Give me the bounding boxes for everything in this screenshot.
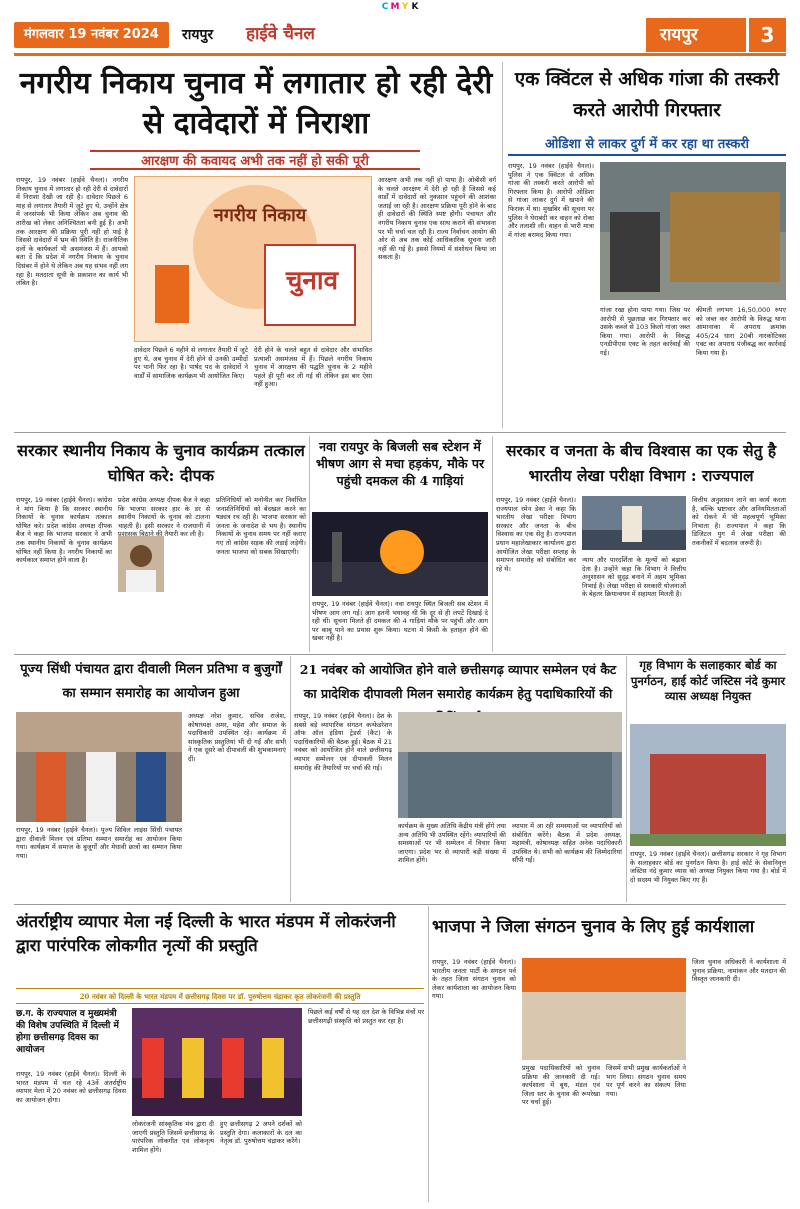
article-6-col2: अध्यक्ष नरेश कुमार, सचिव राजेश, कोषाध्यक्ष अमर, महेश और समाज के पदाधिकारी उपस्थित रहे। कार्यक्रम में सांस्कृतिक प्रस्तुतियां भी दी गईं और सभी ने एक दूसरे को दीपावली की शुभकामनाएं दीं।	[188, 712, 286, 763]
cait-meeting-photo	[398, 712, 622, 818]
article-2-kicker: ओडिशा से लाकर दुर्ग में कर रहा था तस्करी	[508, 134, 786, 156]
article-2-headline: एक क्विंटल से अधिक गांजा की तस्करी करते आरोपी गिरफ्तार	[514, 69, 780, 121]
article-1-col2: दावेदार पिछले 6 महीने से लगातार तैयारी में जुटे हुए थे, अब चुनाव में देरी होने से उनकी उम्मीदों पर पानी फिर रहा है। पार्षद पद के दावेदारों ने वार्डों में सामाजिक कार्यक्रम भी आयोजित किए।	[134, 346, 248, 380]
article-4-headline: नवा रायपुर के बिजली सब स्टेशन में भीषण आग से मचा हड़कंप, मौके पर पहुंची दमकल की 4 गाड़ियां	[315, 439, 485, 488]
stage-banner	[522, 958, 686, 992]
audience	[522, 992, 686, 1060]
issue-date: मंगलवार 19 नवंबर 2024	[14, 22, 169, 48]
fire-photo-art	[312, 512, 488, 596]
seized-ganja-photo	[600, 162, 786, 300]
person-3	[136, 752, 166, 822]
marker-m: M	[390, 2, 400, 12]
article-1-kicker: आरक्षण की कवायद अभी तक नहीं हो सकी पूरी	[90, 150, 420, 170]
article-3-col2: प्रदेश कांग्रेस अध्यक्ष दीपक बैज ने कहा कि भाजपा सरकार हार के डर से स्थानीय निकायों के चुनाव को टालना चाहती है। इसी सरकार ने राजधानी में प्रशासक बिठाने की तैयारी कर ली है।	[118, 496, 210, 539]
person	[622, 506, 642, 542]
fire-photo	[312, 512, 488, 596]
article-9-col4: पिछले कई वर्षों से यह दल देश के विभिन्न मंचों पर छत्तीसगढ़ी संस्कृति को प्रस्तुत कर रहा है।	[308, 1008, 424, 1025]
article-9-kicker: 20 नवंबर को दिल्ली के भारत मंडपम में छत्तीसगढ़ दिवस पर डॉ. पुरुषोत्तम चंद्राकर कृत लोकरंजनी की प्रस्तुति	[16, 988, 424, 1004]
article-6-col1: रायपुर, 19 नवंबर (हाईवे चैनल)। पूज्य सिविल लाइंस सिंधी पंचायत द्वारा दीवाली मिलन एवं प्रतिभा सम्मान समारोह का आयोजन किया गया। कार्यक्रम में समाज के बुजुर्गों और मेधावी छात्रों का सम्मान किया गया।	[16, 826, 182, 860]
article-2-col2: गांजा रखा होना पाया गया। जिस पर आरोपी से पूछताछ कर गिरफ्तार कर उसके कब्जे से 103 किलो गांजा जब्त किया गया। आरोपी के विरुद्ध एनडीपीएस एक्ट के तहत कार्रवाई की गई।	[600, 306, 690, 357]
column-divider	[309, 436, 310, 652]
article-9-col3: हुए छत्तीसगढ़ 2 अपने दर्शकों को प्रस्तुति देगा। कलाकारों के दल का नेतृत्व डॉ. पुरुषोत्तम चंद्राकर करेंगे।	[220, 1120, 302, 1146]
article-5-col3: वित्तीय अनुशासन लाने का कार्य करता है, बल्कि भ्रष्टाचार और अनियमितताओं को रोकने में भी महत्वपूर्ण भूमिका निभाता है। राज्यपाल ने कहा कि डिजिटल युग में लेखा परीक्षा की तकनीकों में बदलाव जरूरी है।	[692, 496, 786, 547]
bjp-workshop-photo-art	[522, 958, 686, 1060]
article-9-col1: रायपुर, 19 नवंबर (हाईवे चैनल)। दिल्ली के भारत मंडपम में चल रहे 43वें अंतर्राष्ट्रीय व्यापार मेला में 20 नवंबर को छत्तीसगढ़ दिवस का आयोजन होगा।	[16, 1070, 126, 1104]
hand-shape	[155, 265, 189, 323]
section-name: रायपुर	[660, 25, 698, 45]
article-3-headline: सरकार स्थानीय निकाय के चुनाव कार्यक्रम तत्काल घोषित करे: दीपक	[17, 441, 305, 485]
article-5-col1: रायपुर, 19 नवंबर (हाईवे चैनल)। राज्यपाल रमेन डेका ने कहा कि भारतीय लेखा परीक्षा विभाग सरकार और जनता के बीच विश्वास का एक सेतु है। राज्यपाल प्रधान महालेखाकार कार्यालय द्वारा आयोजित लेखा परीक्षा सप्ताह के समापन समारोह को संबोधित कर रहे थे।	[496, 496, 576, 573]
column-divider	[428, 906, 429, 1202]
person-figure	[610, 212, 660, 292]
governor-event-photo-art	[582, 496, 686, 550]
marker-c: C	[381, 2, 389, 12]
article-7-col3: व्यापार में आ रही समस्याओं पर व्यापारियों को संबोधित करेंगे। बैठक में प्रदेश अध्यक्ष, महामंत्री, कोषाध्यक्ष सहित अनेक पदाधिकारी उपस्थित थे। सभी को कार्यक्रम की जिम्मेदारियां सौंपी गईं।	[512, 822, 622, 865]
seized-ganja-photo-art	[600, 162, 786, 300]
lokranjani-troupe-photo-art	[132, 1008, 302, 1116]
article-7-headline: 21 नवंबर को आयोजित होने वाले छत्तीसगढ़ व्यापार सम्मेलन एवं कैट का प्रादेशिक दीपावली मिलन समारोह कार्यक्रम हेतु पदाधिकारियों की	[299, 662, 617, 701]
dancer-4	[262, 1038, 284, 1098]
lokranjani-troupe-photo	[132, 1008, 302, 1116]
section-divider	[14, 904, 786, 905]
article-9-headline: अंतर्राष्ट्रीय व्यापार मेला नई दिल्ली के भारत मंडपम में लोकरंजनी द्वारा पारंपरिक लोकगीत नृत्यों की प्रस्तुति	[16, 912, 396, 955]
justice-vyas-photo	[630, 724, 786, 846]
dancer-3	[222, 1038, 244, 1098]
article-4-body: रायपुर, 19 नवंबर (हाईवे चैनल)। नवा रायपुर स्थित बिजली सब स्टेशन में भीषण आग लग गई। आग इतनी भयावह थी कि दूर से ही लपटें दिखाई दे रही थीं। सूचना मिलते ही दमकल की 4 गाड़ियां मौके पर पहुंचीं और आग पर काबू पाने का प्रयास शुरू किया। घटना में किसी के हताहत होने की खबर नहीं है।	[312, 600, 488, 643]
article-2-col3: कीमती लगभग 16,50,000 रुपए को जब्त कर आरोपी के विरुद्ध थाना आमानाका में अपराध क्रमांक 405/24 धारा 20बी नारकोटिक्स एक्ट का अपराध पंजीबद्ध कर कार्रवाई किया गया है।	[696, 306, 786, 357]
article-10-col3: जिसमें सभी प्रमुख कार्यकर्ताओं ने भाग लिया। संगठन चुनाव समय पर पूर्ण करने का संकल्प लिया गया।	[606, 1064, 686, 1098]
article-10-headline: भाजपा ने जिला संगठन चुनाव के लिए हुई कार्यशाला	[432, 917, 755, 937]
justice-vyas-photo-art	[630, 724, 786, 846]
banner	[16, 712, 182, 752]
article-1-col1: रायपुर, 19 नवंबर (हाईवे चैनल)। नगरीय निकाय चुनाव में लगातार हो रही देरी से दावेदारों में निराशा देखी जा रही है। दावेदार पिछले 6 माह से लगातार तैयारी में जुटे हुए थे, उन्होंने क्षेत्र में जनसंपर्क भी किया लेकिन अब चुनाव की तारीख को लेकर अनिश्चितता बनी हुई है। अभी तक आरक्षण की प्रक्रिया पूरी नहीं हो पाई है जिससे दावेदारों में भ्रम की स्थिति है। राजनीतिक दलों के कार्यकर्ता भी असमंजस में हैं। आपको बता दें कि प्रदेश में नगरीय निकाय के चुनाव दिसंबर में होने थे लेकिन अब यह संभव नहीं लग रहा है। मतदाता सूची के प्रकाशन का कार्य भी लंबित है।	[16, 176, 128, 288]
article-10-col2: प्रमुख पदाधिकारियों को चुनाव प्रक्रिया की जानकारी दी गई। कार्यशाला में बूथ, मंडल एवं जिला स्तर के चुनाव की रूपरेखा पर चर्चा हुई।	[522, 1064, 600, 1107]
article-8-headline: गृह विभाग के सलाहकार बोर्ड का पुनर्गठन, हाई कोर्ट जस्टिस नंदे कुमार व्यास अध्यक्ष नियुक्त	[630, 658, 786, 703]
marker-y: Y	[401, 2, 409, 12]
article-7-col2: कार्यक्रम के मुख्य अतिथि केंद्रीय मंत्री होंगे तथा अन्य अतिथि भी उपस्थित रहेंगे। व्यापारियों की समस्याओं पर भी सम्मेलन में विचार किया जाएगा। प्रदेश भर से व्यापारी बड़ी संख्या में शामिल होंगे।	[398, 822, 506, 865]
article-1-col3: देरी होने के चलते बहुत से दावेदार और संभावित प्रत्याशी असमंजस में हैं। पिछले नगरीय निकाय चुनाव में आरक्षण की पद्धति चुनाव के 2 महीने पहले ही पूरी कर ली गई थी लेकिन इस बार ऐसा नहीं हुआ।	[254, 346, 372, 389]
article-1-headline: नगरीय निकाय चुनाव में लगातार हो रही देरी से दावेदारों में निराशा	[19, 66, 493, 141]
section-label	[646, 18, 786, 52]
person-2	[86, 752, 116, 822]
fire-glow	[380, 530, 424, 574]
wall	[398, 712, 622, 752]
bjp-workshop-photo	[522, 958, 686, 1060]
building	[650, 754, 766, 834]
election-graphic-top-text: नगरीय निकाय	[213, 205, 307, 226]
dancer-1	[142, 1038, 164, 1098]
section-divider	[14, 432, 786, 433]
sindhi-panchayat-photo-art	[16, 712, 182, 822]
election-graphic	[134, 176, 372, 342]
article-7-col1: रायपुर, 19 नवंबर (हाईवे चैनल)। देश के सबसे बड़े व्यापारिक संगठन कन्फेडरेशन ऑफ ऑल इंडिया ट्रेडर्स (कैट) के पदाधिकारियों की बैठक हुई। बैठक में 21 नवंबर को आयोजित होने वाले छत्तीसगढ़ व्यापार सम्मेलन एवं दीपावली मिलन समारोह की तैयारियों पर चर्चा की गई।	[294, 712, 392, 772]
sindhi-panchayat-photo	[16, 712, 182, 822]
article-9-sidehead: छ.ग. के राज्यपाल व मुख्यमंत्री की विशेष उपस्थिति में दिल्ली में होगा छत्तीसगढ़ दिवस का आयोजन	[16, 1009, 119, 1055]
article-3-col1: रायपुर, 19 नवंबर (हाईवे चैनल)। कांग्रेस ने मांग किया है कि सरकार स्थानीय निकायों के चुनाव कार्यक्रम तत्काल घोषित करे। प्रदेश कांग्रेस अध्यक्ष दीपक बैज ने कहा कि भाजपा सरकार ने अभी तक स्थानीय निकायों के चुनाव कार्यक्रम घोषित नहीं किया है। नगरीय निकायों का कार्यकाल समाप्त होने वाला है।	[16, 496, 112, 565]
header-city: रायपुर	[182, 27, 214, 43]
article-3-col3: प्रतिनिधियों को मनोनीत कर निर्वाचित जनप्रतिनिधियों को बेदखल करने का षड्यंत्र रच रही है। भाजपा सरकार को जनता के जनादेश से भय है। स्थानीय निकायों के चुनाव समय पर नहीं कराए गए तो कांग्रेस सड़क की लड़ाई लड़ेगी। जनता भाजपा को सबक सिखाएगी।	[216, 496, 306, 556]
marker-k: K	[411, 2, 419, 12]
governor-event-photo	[582, 496, 686, 550]
article-8-body: रायपुर, 19 नवंबर (हाईवे चैनल)। छत्तीसगढ़ सरकार ने गृह विभाग के सलाहकार बोर्ड का पुनर्गठन किया है। हाई कोर्ट के सेवानिवृत्त जस्टिस नंदे कुमार व्यास को अध्यक्ष नियुक्त किया गया है। बोर्ड में दो सदस्य भी नियुक्त किए गए हैं।	[630, 850, 786, 884]
article-5-headline: सरकार व जनता के बीच विश्वास का एक सेतु है भारतीय लेखा परीक्षा विभाग : राज्यपाल	[505, 441, 777, 485]
column-divider	[626, 656, 627, 902]
page-number: 3	[746, 18, 786, 52]
column-divider	[502, 62, 503, 428]
election-graphic-art	[135, 177, 372, 342]
article-10-col1: रायपुर, 19 नवंबर (हाईवे चैनल)। भारतीय जनता पार्टी के संगठन पर्व के तहत जिला संगठन चुनाव को लेकर कार्यशाला का आयोजन किया गया।	[432, 958, 516, 1001]
article-1-col4: आरक्षण अभी तक नहीं हो पाया है। ओबीसी वर्ग के चलते आरक्षण में देरी हो रही है जिससे कई वार्डों में दावेदारों को नुकसान पहुंचने की आशंका जताई जा रही है। आरक्षण प्रक्रिया पूरी होने के बाद ही दावेदारों की स्थिति स्पष्ट होगी। पंचायत और नगरीय निकाय चुनाव एक साथ कराने की संभावना पर भी चर्चा चल रही है। राज्य निर्वाचन आयोग की ओर से अब तक कोई आधिकारिक सूचना जारी नहीं की गई है। इससे नियमों में संशोधन किया जा सकता है।	[378, 176, 496, 262]
tower	[332, 532, 342, 582]
lawn	[630, 834, 786, 846]
article-5-col2: न्याय और पारदर्शिता के मूल्यों को बढ़ावा देता है। उन्होंने कहा कि विभाग ने वित्तीय अनुशासन को सुदृढ़ बनाने में अहम भूमिका निभाई है। लेखा परीक्षा से सरकारी योजनाओं के बेहतर क्रियान्वयन में सहायता मिलती है।	[582, 556, 686, 599]
column-divider	[290, 656, 291, 902]
packets-pile	[670, 192, 780, 282]
page-header	[14, 16, 786, 56]
article-2-col1: रायपुर, 19 नवंबर (हाईवे चैनल)। पुलिस ने एक क्विंटल से अधिक गांजा की तस्करी करते आरोपी को गिरफ्तार किया है। आरोपी ओडिशा से गांजा लाकर दुर्ग में खपाने की फिराक में था। मुखबिर की सूचना पर पुलिस ने घेराबंदी कर वाहन को रोका और तलाशी ली। वाहन से भारी मात्रा में गांजा बरामद किया गया।	[508, 162, 594, 239]
article-10-col4: जिला चुनाव अधिकारी ने कार्यशाला में चुनाव प्रक्रिया, नामांकन और मतदान की विस्तृत जानकारी दी।	[692, 958, 786, 984]
cait-meeting-photo-art	[398, 712, 622, 818]
section-divider	[14, 654, 786, 655]
person-1	[36, 752, 66, 822]
newspaper-brand-logo: हाईवे चैनल	[246, 24, 315, 44]
article-6-headline: पूज्य सिंधी पंचायत द्वारा दीवाली मिलन प्रतिभा व बुजुर्गों का सम्मान समारोह का आयोजन हुआ	[20, 662, 282, 701]
column-divider	[492, 436, 493, 652]
group	[408, 752, 612, 818]
election-graphic-main-text: चुनाव	[285, 266, 339, 296]
article-9-col2: लोकरंजनी सांस्कृतिक मंच द्वारा दी जाएगी प्रस्तुति जिसमें छत्तीसगढ़ के पारंपरिक लोकगीत एवं लोकनृत्य शामिल होंगे।	[132, 1120, 214, 1154]
print-color-marker	[0, 0, 800, 16]
dancer-2	[182, 1038, 204, 1098]
